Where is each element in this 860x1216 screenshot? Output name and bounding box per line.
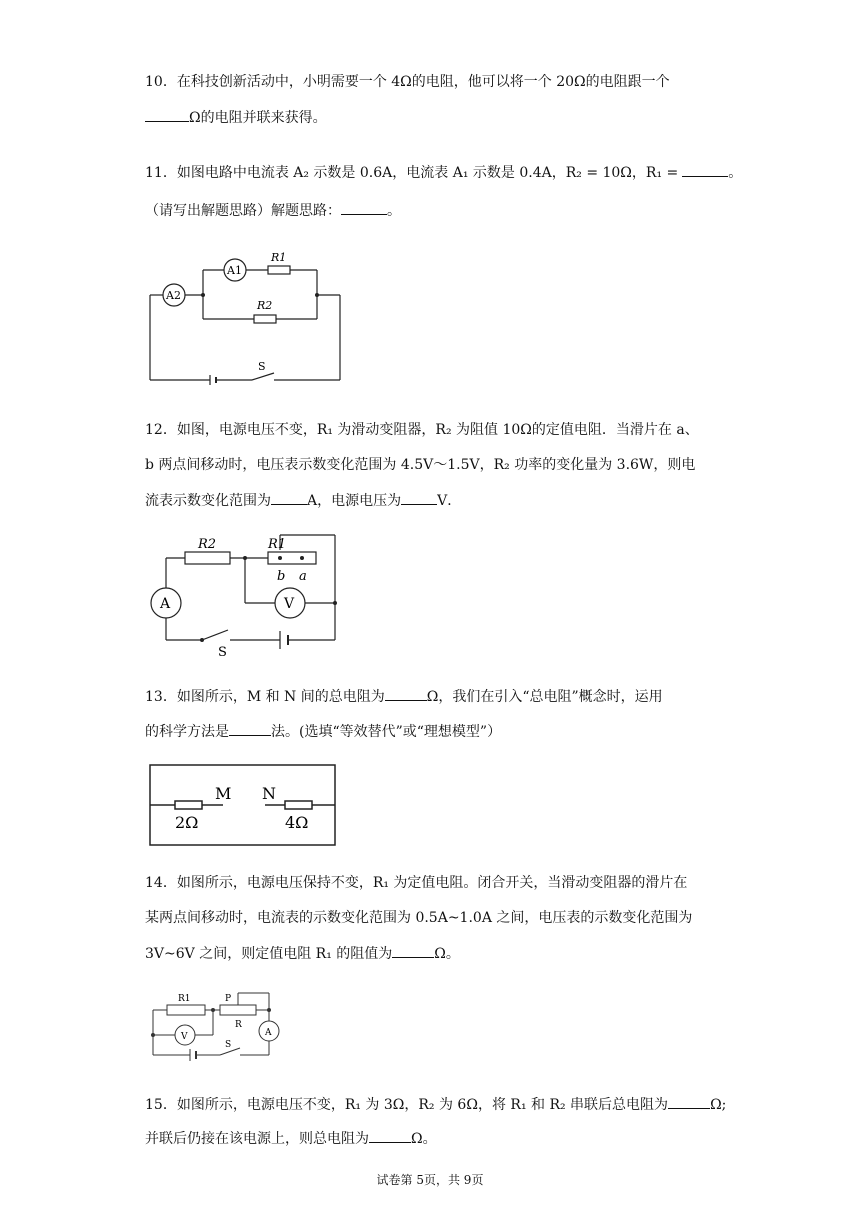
q11-line1-text: 11．如图电路中电流表 A₂ 示数是 0.6A，电流表 A₁ 示数是 0.4A，R₂ = 10Ω，R₁ = [145, 165, 679, 181]
q14-resistor-r1 [167, 1005, 205, 1015]
q13-line2-text: 的科学方法是 [145, 724, 229, 740]
q12-resistor-r2 [185, 552, 230, 564]
q14-junction-right [267, 1008, 271, 1012]
q13-resistance-blank[interactable] [385, 686, 427, 701]
q13-line1 [145, 686, 663, 707]
q12-line3 [145, 490, 461, 511]
q14-circuit-figure [145, 985, 295, 1065]
q13-label-2ohm: 2Ω [175, 813, 199, 832]
q11-line1 [145, 162, 742, 183]
q11-resistor-r1 [268, 266, 290, 274]
q12-label-ammeter: A [160, 596, 171, 612]
q14-label-r1: R1 [178, 994, 191, 1004]
q12-label-voltmeter: V [284, 596, 295, 612]
q11-line2-end: 。 [387, 203, 401, 219]
q14-resistance-blank[interactable] [392, 943, 434, 958]
q11-label-r2: R2 [257, 299, 273, 312]
q14-label-v: V [181, 1032, 188, 1042]
q10-line1: 10．在科技创新活动中，小明需要一个 4Ω的电阻，他可以将一个 20Ω的电阻跟一个 [145, 74, 670, 90]
q11-line2-text: （请写出解题思路）解题思路： [145, 203, 341, 219]
q13-line2 [145, 721, 501, 742]
q15-line2 [145, 1128, 437, 1149]
q14-line3-end: Ω。 [434, 946, 460, 962]
q12-rheostat-r1 [268, 552, 316, 564]
q13-resistor-4ohm [285, 801, 312, 809]
q13-label-4ohm: 4Ω [285, 813, 309, 832]
q12-label-r1: R1 [268, 537, 287, 552]
q12-circuit-figure [140, 530, 350, 660]
q12-label-s: S [218, 645, 227, 660]
q12-switch [202, 630, 228, 640]
q11-switch [252, 373, 274, 380]
q13-label-n: N [262, 784, 276, 803]
q12-line3-end: V． [437, 493, 462, 509]
q14-label-s: S [225, 1040, 232, 1050]
q10-line2 [145, 107, 327, 128]
q12-junction-right [333, 601, 337, 605]
q13-label-m: M [215, 784, 232, 803]
q14-junction-top [211, 1008, 215, 1012]
q11-label-a1: A1 [227, 264, 242, 277]
q13-resistor-2ohm [175, 801, 202, 809]
q15-line2-end: Ω。 [411, 1131, 437, 1147]
q11-circuit-figure [140, 245, 360, 390]
q13-box-frame [150, 765, 335, 845]
q14-line1: 14．如图所示，电源电压保持不变，R₁ 为定值电阻。闭合开关，当滑动变阻器的滑片在 [145, 875, 688, 891]
q13-line1-text: 13．如图所示，M 和 N 间的总电阻为 [145, 689, 385, 705]
q12-line3-text: 流表示数变化范围为 [145, 493, 271, 509]
q12-voltage-blank[interactable] [401, 490, 437, 505]
q12-line1: 12．如图，电源电压不变，R₁ 为滑动变阻器，R₂ 为阻值 10Ω的定值电阻．当滑片在 a、 [145, 422, 699, 438]
q13-method-blank[interactable] [229, 721, 271, 736]
q14-line3-text: 3V~6V 之间，则定值电阻 R₁ 的阻值为 [145, 946, 393, 962]
q12-point-b [278, 556, 282, 560]
q14-label-a: A [265, 1028, 272, 1038]
q14-label-p: P [225, 994, 232, 1004]
q11-line2 [145, 200, 401, 221]
q11-label-s: S [258, 360, 266, 373]
q12-junction-top [243, 556, 247, 560]
q12-line3-mid: A，电源电压为 [307, 493, 402, 509]
q11-answer-blank[interactable] [682, 162, 728, 177]
page-footer: 试卷第 5页，共 9页 [376, 1173, 484, 1187]
q11-resistor-r2 [254, 315, 276, 323]
q13-line2-end: 法。(选填“等效替代”或“理想模型”） [271, 724, 502, 740]
q12-current-blank[interactable] [271, 490, 307, 505]
q11-line1-end: 。 [728, 165, 743, 181]
q15-series-blank[interactable] [668, 1094, 710, 1109]
q14-junction-left [151, 1033, 155, 1037]
q14-rheostat-r [220, 1005, 256, 1015]
q10-answer-blank[interactable] [145, 107, 189, 122]
q14-label-r: R [235, 1020, 242, 1030]
q13-line1-end: Ω，我们在引入“总电阻”概念时，运用 [426, 689, 663, 705]
q11-label-r1: R1 [271, 251, 287, 264]
q12-label-b: b [277, 569, 286, 584]
q15-line1-end: Ω; [710, 1097, 727, 1113]
q11-junction-right [315, 293, 319, 297]
q12-point-a [300, 556, 304, 560]
q15-line1-text: 15．如图所示，电源电压不变，R₁ 为 3Ω，R₂ 为 6Ω，将 R₁ 和 R₂ 串联后总电阻为 [145, 1097, 669, 1113]
q15-line1 [145, 1094, 726, 1115]
q14-line2: 某两点间移动时，电流表的示数变化范围为 0.5A~1.0A 之间，电压表的示数变化范围为 [145, 910, 693, 926]
q13-circuit-figure [145, 762, 340, 852]
q12-switch-pivot [200, 638, 204, 642]
q12-label-r2: R2 [198, 537, 217, 552]
q11-label-a2: A2 [166, 289, 181, 302]
q12-label-a: a [299, 569, 307, 584]
q11-junction-left [201, 293, 205, 297]
q10-line2-text: Ω的电阻并联来获得。 [189, 110, 327, 126]
q12-line2: b 两点间移动时，电压表示数变化范围为 4.5V～1.5V，R₂ 功率的变化量为 3.6W，则电 [145, 457, 696, 473]
q11-reasoning-blank[interactable] [341, 200, 387, 215]
q15-parallel-blank[interactable] [369, 1128, 411, 1143]
q15-line2-text: 并联后仍接在该电源上，则总电阻为 [145, 1131, 369, 1147]
q14-line3 [145, 943, 460, 964]
